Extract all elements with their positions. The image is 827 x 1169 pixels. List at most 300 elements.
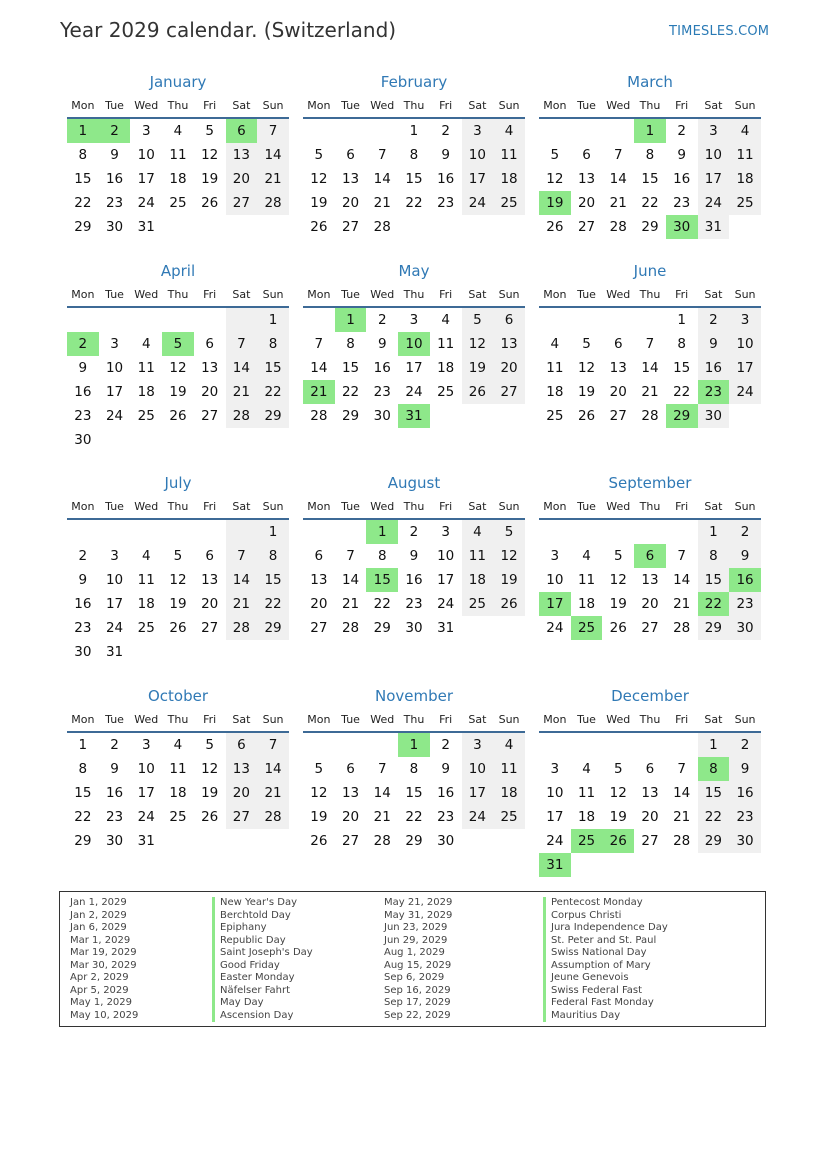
legend-date: Apr 5, 2029 — [70, 984, 129, 996]
day-cell: 4 — [493, 119, 525, 143]
day-cell: 12 — [577, 360, 596, 376]
day-cell: 28 — [226, 404, 258, 428]
day-cell: 12 — [546, 171, 564, 187]
day-cell: 29 — [341, 408, 360, 424]
day-cell: 22 — [673, 384, 691, 400]
day-cell: 17 — [105, 596, 124, 612]
month-name: December — [611, 687, 689, 705]
day-cell: 17 — [462, 167, 494, 191]
weekday-label: Sun — [498, 712, 520, 726]
weekday-label: Tue — [577, 287, 596, 301]
weekday-label: Tue — [577, 499, 596, 513]
day-cell: 18 — [493, 167, 525, 191]
holiday-day-cell: 31 — [398, 404, 430, 428]
day-grid — [67, 733, 289, 853]
weekday-label: Tue — [577, 712, 596, 726]
weekday-label: Sat — [232, 287, 251, 301]
day-cell: 12 — [169, 572, 187, 588]
day-cell: 2 — [698, 308, 730, 332]
day-cell: 9 — [78, 360, 88, 376]
day-cell: 23 — [405, 596, 423, 612]
day-cell: 16 — [105, 171, 124, 187]
empty-cell — [194, 520, 226, 544]
day-cell: 5 — [173, 548, 183, 564]
day-cell: 22 — [641, 195, 659, 211]
day-cell: 27 — [226, 191, 258, 215]
day-cell: 28 — [341, 620, 360, 636]
holiday-day-cell: 6 — [634, 544, 666, 568]
empty-cell — [634, 308, 666, 332]
holiday-day-cell: 10 — [398, 332, 430, 356]
day-cell: 9 — [409, 548, 419, 564]
day-cell: 18 — [137, 596, 155, 612]
day-cell: 22 — [341, 384, 360, 400]
day-cell: 14 — [257, 143, 289, 167]
day-cell: 7 — [645, 336, 655, 352]
day-cell: 20 — [201, 596, 219, 612]
day-cell: 8 — [257, 332, 289, 356]
weekday-label: Sun — [262, 98, 284, 112]
day-cell: 7 — [677, 761, 686, 777]
day-cell: 13 — [341, 785, 360, 801]
day-cell: 28 — [641, 408, 659, 424]
holiday-day-cell: 31 — [539, 853, 571, 877]
legend-holiday-name: Berchtold Day — [212, 910, 313, 923]
day-cell: 6 — [205, 336, 214, 352]
day-cell: 23 — [673, 195, 691, 211]
day-cell: 3 — [462, 119, 494, 143]
weekday-label: Sat — [704, 499, 723, 513]
legend-date: Jun 23, 2029 — [384, 922, 448, 933]
month-name: October — [147, 687, 209, 705]
day-cell: 12 — [310, 785, 328, 801]
day-cell: 27 — [577, 219, 596, 235]
legend-dates-col-2 — [384, 897, 452, 1022]
day-cell: 2 — [729, 733, 761, 757]
day-cell: 28 — [257, 191, 289, 215]
day-cell: 5 — [205, 737, 214, 753]
day-cell: 9 — [677, 147, 686, 163]
day-cell: 20 — [310, 596, 328, 612]
legend-date: Sep 22, 2029 — [384, 1009, 451, 1021]
weekday-label: Sat — [468, 499, 487, 513]
weekday-label: Wed — [134, 98, 159, 112]
month-name: January — [149, 73, 207, 91]
day-cell: 21 — [226, 592, 258, 616]
day-cell: 6 — [582, 147, 591, 163]
weekday-header — [67, 93, 289, 119]
day-cell: 29 — [74, 833, 92, 849]
day-cell: 6 — [645, 761, 655, 777]
weekday-label: Tue — [341, 499, 360, 513]
legend-dates-col-1 — [70, 897, 138, 1022]
weekday-label: Fri — [675, 287, 689, 301]
holiday-day-cell: 8 — [698, 757, 730, 781]
day-grid — [539, 119, 761, 239]
day-cell: 11 — [137, 572, 155, 588]
day-cell: 24 — [137, 809, 155, 825]
empty-cell — [226, 308, 258, 332]
day-cell: 8 — [377, 548, 387, 564]
legend-date: May 1, 2029 — [70, 997, 133, 1008]
holiday-day-cell: 1 — [398, 733, 430, 757]
brand-link[interactable]: TIMESLES.COM — [669, 24, 770, 39]
weekday-label: Sun — [734, 499, 756, 513]
weekday-label: Mon — [307, 499, 331, 513]
legend-date: Jun 29, 2029 — [384, 934, 448, 946]
day-cell: 13 — [577, 171, 596, 187]
day-cell: 19 — [493, 568, 525, 592]
day-cell: 27 — [310, 620, 328, 636]
empty-cell — [571, 520, 603, 544]
holiday-day-cell: 26 — [602, 829, 634, 853]
day-cell: 16 — [437, 171, 455, 187]
day-grid — [67, 119, 289, 239]
weekday-label: Sun — [262, 499, 284, 513]
month-name: September — [608, 474, 692, 492]
weekday-label: Thu — [167, 712, 189, 726]
day-cell: 8 — [645, 147, 655, 163]
legend-names-col-2 — [543, 897, 668, 1022]
weekday-label: Fri — [203, 499, 217, 513]
legend-holiday-name: Assumption of Mary — [543, 960, 668, 973]
day-cell: 27 — [226, 805, 258, 829]
weekday-label: Fri — [675, 499, 689, 513]
day-cell: 21 — [226, 380, 258, 404]
day-cell: 29 — [405, 833, 423, 849]
day-cell: 18 — [546, 384, 564, 400]
weekday-label: Fri — [203, 98, 217, 112]
day-cell: 23 — [373, 384, 391, 400]
day-cell: 17 — [105, 384, 124, 400]
legend-date: Aug 1, 2029 — [384, 947, 445, 958]
weekday-label: Fri — [675, 98, 689, 112]
day-cell: 19 — [201, 171, 219, 187]
day-cell: 18 — [577, 596, 596, 612]
day-cell: 1 — [257, 520, 289, 544]
day-cell: 6 — [613, 336, 623, 352]
day-cell: 26 — [310, 833, 328, 849]
legend-date: Aug 15, 2029 — [384, 959, 452, 971]
day-cell: 4 — [173, 737, 183, 753]
day-cell: 9 — [698, 332, 730, 356]
legend-date: May 31, 2029 — [384, 909, 453, 921]
day-cell: 6 — [346, 147, 355, 163]
holiday-day-cell: 23 — [698, 380, 730, 404]
day-cell: 22 — [698, 805, 730, 829]
day-cell: 27 — [609, 408, 627, 424]
day-cell: 17 — [462, 781, 494, 805]
day-cell: 23 — [74, 620, 92, 636]
weekday-label: Wed — [606, 712, 631, 726]
day-cell: 14 — [310, 360, 328, 376]
day-cell: 27 — [493, 380, 525, 404]
legend-date: Apr 2, 2029 — [70, 972, 129, 983]
holiday-day-cell: 1 — [335, 308, 367, 332]
day-cell: 3 — [462, 733, 494, 757]
day-cell: 25 — [493, 191, 525, 215]
day-cell: 9 — [377, 336, 387, 352]
day-cell: 15 — [257, 356, 289, 380]
day-cell: 18 — [577, 809, 596, 825]
day-cell: 27 — [201, 408, 219, 424]
day-cell: 10 — [105, 572, 124, 588]
empty-cell — [602, 733, 634, 757]
empty-cell — [130, 520, 162, 544]
empty-cell — [571, 119, 603, 143]
day-cell: 18 — [493, 781, 525, 805]
day-cell: 31 — [137, 833, 155, 849]
day-cell: 28 — [310, 408, 328, 424]
day-cell: 7 — [257, 119, 289, 143]
weekday-label: Thu — [639, 499, 661, 513]
holiday-day-cell: 22 — [698, 592, 730, 616]
day-cell: 20 — [641, 596, 659, 612]
empty-cell — [335, 119, 367, 143]
day-cell: 8 — [346, 336, 355, 352]
day-cell: 25 — [493, 805, 525, 829]
holiday-day-cell: 16 — [729, 568, 761, 592]
legend-date: Mar 30, 2029 — [70, 959, 137, 971]
day-cell: 17 — [137, 171, 155, 187]
day-cell: 18 — [729, 167, 761, 191]
day-cell: 12 — [609, 785, 627, 801]
day-cell: 24 — [462, 191, 494, 215]
holiday-day-cell: 19 — [539, 191, 571, 215]
day-cell: 19 — [609, 596, 627, 612]
day-cell: 17 — [698, 167, 730, 191]
weekday-label: Tue — [341, 287, 360, 301]
day-cell: 27 — [641, 620, 659, 636]
legend-date: Sep 16, 2029 — [384, 984, 451, 996]
weekday-header — [67, 494, 289, 520]
holiday-legend — [59, 891, 766, 1027]
weekday-label: Mon — [307, 712, 331, 726]
weekday-label: Sat — [232, 98, 251, 112]
empty-cell — [634, 520, 666, 544]
day-cell: 3 — [698, 119, 730, 143]
holiday-day-cell: 1 — [67, 119, 99, 143]
day-cell: 15 — [641, 171, 659, 187]
day-cell: 6 — [314, 548, 324, 564]
weekday-label: Mon — [543, 287, 567, 301]
day-cell: 19 — [310, 195, 328, 211]
day-cell: 27 — [641, 833, 659, 849]
day-cell: 29 — [373, 620, 391, 636]
day-cell: 3 — [409, 312, 419, 328]
month-march — [539, 71, 761, 239]
weekday-label: Fri — [439, 499, 453, 513]
day-cell: 28 — [673, 620, 691, 636]
day-grid — [67, 308, 289, 452]
day-grid — [539, 733, 761, 877]
day-cell: 24 — [729, 380, 761, 404]
day-cell: 10 — [137, 147, 155, 163]
day-cell: 30 — [405, 620, 423, 636]
weekday-label: Fri — [439, 287, 453, 301]
day-cell: 19 — [310, 809, 328, 825]
day-cell: 9 — [441, 147, 450, 163]
day-cell: 8 — [78, 761, 88, 777]
day-cell: 23 — [729, 592, 761, 616]
legend-date: Jan 6, 2029 — [70, 922, 127, 933]
month-january — [67, 71, 289, 239]
day-cell: 7 — [226, 544, 258, 568]
month-name: July — [164, 474, 192, 492]
day-cell: 20 — [226, 781, 258, 805]
day-cell: 11 — [493, 757, 525, 781]
day-cell: 15 — [698, 781, 730, 805]
weekday-label: Thu — [403, 287, 425, 301]
month-september — [539, 472, 761, 640]
month-april — [67, 260, 289, 452]
day-cell: 25 — [169, 809, 187, 825]
day-cell: 4 — [441, 312, 450, 328]
empty-cell — [571, 733, 603, 757]
day-cell: 30 — [373, 408, 391, 424]
day-cell: 24 — [546, 833, 564, 849]
day-cell: 15 — [341, 360, 360, 376]
day-cell: 10 — [698, 143, 730, 167]
day-cell: 25 — [169, 195, 187, 211]
day-cell: 24 — [137, 195, 155, 211]
day-cell: 22 — [257, 592, 289, 616]
day-cell: 4 — [582, 548, 591, 564]
legend-holiday-name: Ascension Day — [212, 1010, 313, 1023]
weekday-label: Thu — [639, 98, 661, 112]
empty-cell — [539, 733, 571, 757]
weekday-header — [303, 494, 525, 520]
day-cell: 13 — [201, 572, 219, 588]
day-cell: 3 — [110, 336, 119, 352]
weekday-label: Thu — [639, 287, 661, 301]
day-cell: 3 — [110, 548, 119, 564]
day-cell: 18 — [462, 568, 494, 592]
weekday-label: Sat — [232, 712, 251, 726]
day-cell: 23 — [74, 408, 92, 424]
day-cell: 18 — [169, 171, 187, 187]
empty-cell — [539, 308, 571, 332]
day-cell: 28 — [226, 616, 258, 640]
day-cell: 18 — [437, 360, 455, 376]
day-cell: 14 — [373, 171, 391, 187]
day-cell: 20 — [201, 384, 219, 400]
day-cell: 4 — [582, 761, 591, 777]
day-cell: 5 — [613, 548, 623, 564]
day-cell: 24 — [462, 805, 494, 829]
day-cell: 8 — [257, 544, 289, 568]
day-cell: 11 — [493, 143, 525, 167]
month-name: February — [380, 73, 448, 91]
empty-cell — [666, 733, 698, 757]
day-cell: 27 — [201, 620, 219, 636]
day-cell: 3 — [141, 123, 151, 139]
weekday-label: Mon — [307, 98, 331, 112]
weekday-label: Sun — [498, 287, 520, 301]
day-cell: 17 — [137, 785, 155, 801]
empty-cell — [303, 308, 335, 332]
day-cell: 8 — [698, 544, 730, 568]
day-cell: 12 — [201, 761, 219, 777]
weekday-label: Thu — [403, 712, 425, 726]
day-cell: 1 — [677, 312, 686, 328]
day-grid — [539, 308, 761, 428]
weekday-header — [539, 93, 761, 119]
day-cell: 7 — [377, 147, 387, 163]
day-cell: 14 — [673, 785, 691, 801]
legend-holiday-name: New Year's Day — [212, 897, 313, 910]
day-cell: 24 — [698, 191, 730, 215]
legend-date: Mar 1, 2029 — [70, 934, 131, 946]
day-cell: 8 — [78, 147, 88, 163]
day-cell: 21 — [373, 195, 391, 211]
day-cell: 2 — [441, 737, 450, 753]
day-cell: 2 — [729, 520, 761, 544]
weekday-label: Tue — [105, 287, 124, 301]
day-cell: 24 — [546, 620, 564, 636]
day-cell: 11 — [577, 572, 596, 588]
day-cell: 16 — [74, 596, 92, 612]
legend-holiday-name: May Day — [212, 997, 313, 1010]
empty-cell — [67, 308, 99, 332]
day-cell: 2 — [677, 123, 686, 139]
empty-cell — [634, 733, 666, 757]
month-november — [303, 685, 525, 853]
weekday-header — [303, 282, 525, 308]
legend-holiday-name: Federal Fast Monday — [543, 997, 668, 1010]
day-cell: 29 — [257, 616, 289, 640]
day-cell: 11 — [169, 147, 187, 163]
day-cell: 12 — [462, 332, 494, 356]
weekday-label: Sat — [704, 98, 723, 112]
holiday-day-cell: 2 — [67, 332, 99, 356]
day-cell: 30 — [74, 644, 92, 660]
day-cell: 22 — [74, 809, 92, 825]
day-cell: 21 — [341, 596, 360, 612]
day-cell: 21 — [609, 195, 627, 211]
weekday-label: Fri — [675, 712, 689, 726]
day-cell: 16 — [373, 360, 391, 376]
day-cell: 20 — [493, 356, 525, 380]
day-cell: 11 — [437, 336, 455, 352]
month-october — [67, 685, 289, 853]
holiday-day-cell: 21 — [303, 380, 335, 404]
holiday-day-cell: 30 — [666, 215, 698, 239]
day-cell: 20 — [609, 384, 627, 400]
day-cell: 26 — [169, 620, 187, 636]
day-cell: 5 — [493, 520, 525, 544]
month-may — [303, 260, 525, 428]
day-cell: 5 — [314, 761, 324, 777]
weekday-label: Sat — [704, 287, 723, 301]
day-cell: 11 — [729, 143, 761, 167]
day-cell: 22 — [74, 195, 92, 211]
empty-cell — [602, 520, 634, 544]
weekday-header — [539, 282, 761, 308]
day-cell: 21 — [673, 809, 691, 825]
weekday-label: Sat — [232, 499, 251, 513]
day-cell: 7 — [613, 147, 623, 163]
weekday-label: Wed — [134, 287, 159, 301]
day-cell: 25 — [729, 191, 761, 215]
holiday-day-cell: 29 — [666, 404, 698, 428]
day-cell: 30 — [729, 829, 761, 853]
day-cell: 1 — [698, 520, 730, 544]
day-cell: 10 — [437, 548, 455, 564]
day-cell: 24 — [437, 596, 455, 612]
day-cell: 30 — [698, 404, 730, 428]
holiday-day-cell: 5 — [162, 332, 194, 356]
